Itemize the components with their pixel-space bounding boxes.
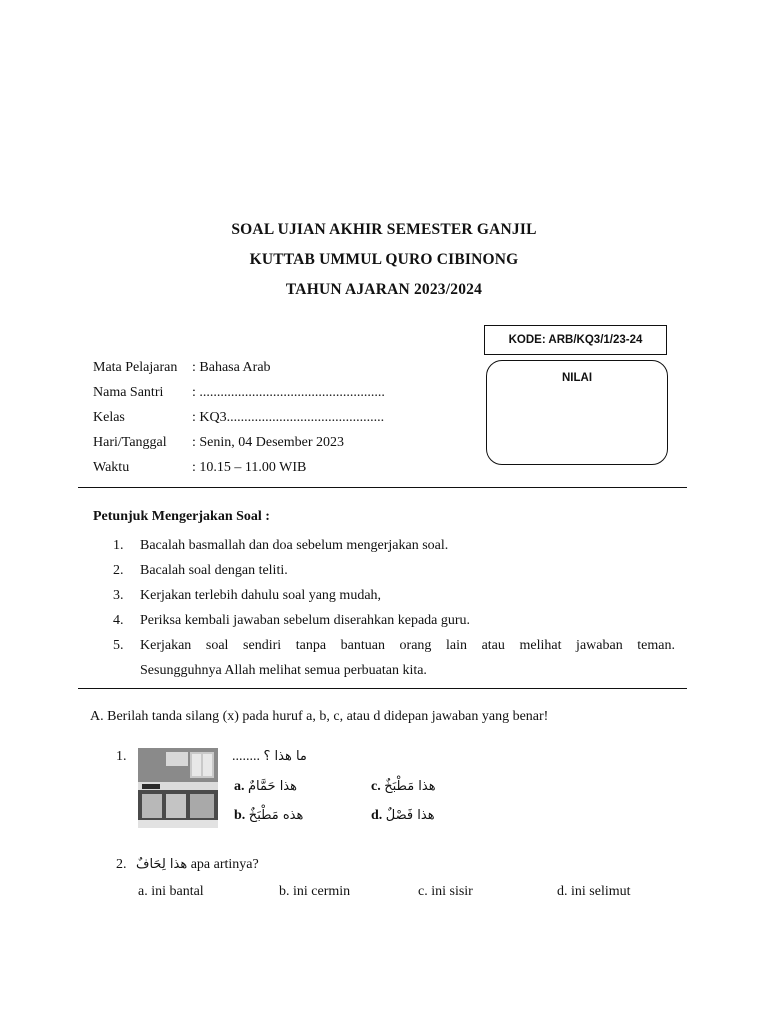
kode-box: KODE: ARB/KQ3/1/23-24: [484, 325, 667, 355]
list-item: [113, 633, 675, 683]
info-label: Mata Pelajaran: [93, 360, 178, 375]
kitchen-photo: [138, 748, 218, 828]
kitchen-photo-graphic: [138, 748, 218, 828]
student-info: [93, 355, 385, 480]
info-label: Hari/Tanggal: [93, 435, 167, 450]
q1-option-b[interactable]: [234, 808, 303, 824]
list-number: 3.: [113, 588, 124, 603]
list-text: Kerjakan soal sendiri tanpa bantuan orang lain atau melihat jawaban teman.: [140, 638, 675, 653]
info-label: Waktu: [93, 460, 130, 475]
divider-top: [78, 487, 687, 488]
q1-option-c[interactable]: [371, 779, 436, 795]
list-text: Kerjakan terlebih dahulu soal yang mudah,: [140, 588, 382, 603]
header-line-3: TAHUN AJARAN 2023/2024: [285, 281, 483, 298]
prompt-arabic: ما هذا ؟: [263, 749, 307, 764]
divider-bottom: [78, 688, 687, 689]
option-letter: a.: [234, 779, 245, 794]
prompt-text: apa artinya?: [187, 857, 259, 872]
petunjuk-list: [113, 533, 675, 683]
list-item: [113, 558, 675, 583]
q2-option-b[interactable]: b. ini cermin: [279, 884, 351, 899]
info-value: : Bahasa Arab: [192, 360, 271, 375]
q2-option-c[interactable]: c. ini sisir: [418, 884, 473, 899]
q1-option-a[interactable]: [234, 779, 297, 795]
info-row-kelas: [93, 405, 385, 430]
info-row-nama-santri: [93, 380, 385, 405]
info-value: : KQ3.............................................: [192, 410, 385, 425]
list-number: 4.: [113, 613, 124, 628]
list-text: Bacalah soal dengan teliti.: [140, 563, 288, 578]
list-text-block: [140, 633, 675, 683]
option-letter: b.: [234, 808, 246, 823]
question-2-number: 2.: [116, 857, 127, 872]
nilai-box: [486, 360, 668, 465]
info-value: : Senin, 04 Desember 2023: [192, 435, 345, 450]
option-arabic: هذا فَصْلٌ: [385, 808, 435, 823]
list-number: 5.: [113, 638, 124, 653]
info-label: Kelas: [93, 410, 125, 425]
info-value: : 10.15 – 11.00 WIB: [192, 460, 307, 475]
section-a-instruction: A. Berilah tanda silang (x) pada huruf a, b, c, atau d didepan jawaban yang benar!: [90, 709, 549, 724]
q2-option-d[interactable]: d. ini selimut: [557, 884, 631, 899]
petunjuk-title: Petunjuk Mengerjakan Soal :: [93, 509, 270, 524]
exam-header: [0, 218, 768, 308]
question-1-number: 1.: [116, 749, 127, 764]
header-line-1: SOAL UJIAN AKHIR SEMESTER GANJIL: [231, 221, 537, 238]
option-arabic: هذه مَطْبَخٌ: [248, 808, 304, 823]
list-text-continued: Sesungguhnya Allah melihat semua perbuatan kita.: [140, 663, 427, 678]
list-item: [113, 608, 675, 633]
info-row-mata-pelajaran: [93, 355, 385, 380]
list-number: 1.: [113, 538, 124, 553]
header-line-2: KUTTAB UMMUL QURO CIBINONG: [249, 251, 519, 268]
prompt-arabic: هذا لِحَافٌ: [136, 857, 188, 872]
prompt-dots: ........: [232, 749, 260, 764]
info-value: : .....................................................: [192, 385, 385, 400]
nilai-label: NILAI: [561, 372, 593, 384]
info-label: Nama Santri: [93, 385, 164, 400]
list-item: [113, 533, 675, 558]
option-arabic: هذا مَطْبَخٌ: [384, 779, 436, 794]
list-item: [113, 583, 675, 608]
info-row-hari-tanggal: [93, 430, 385, 455]
list-number: 2.: [113, 563, 124, 578]
q2-option-a[interactable]: a. ini bantal: [138, 884, 204, 899]
q1-option-d[interactable]: [371, 808, 435, 824]
question-1-prompt: [232, 749, 307, 765]
option-letter: d.: [371, 808, 383, 823]
list-text: Bacalah basmallah dan doa sebelum mengerjakan soal.: [140, 538, 449, 553]
option-arabic: هذا حَمَّامٌ: [248, 779, 297, 794]
option-letter: c.: [371, 779, 381, 794]
list-text: Periksa kembali jawaban sebelum diserahkan kepada guru.: [140, 613, 471, 628]
info-row-waktu: [93, 455, 385, 480]
question-2-prompt: [136, 857, 259, 873]
